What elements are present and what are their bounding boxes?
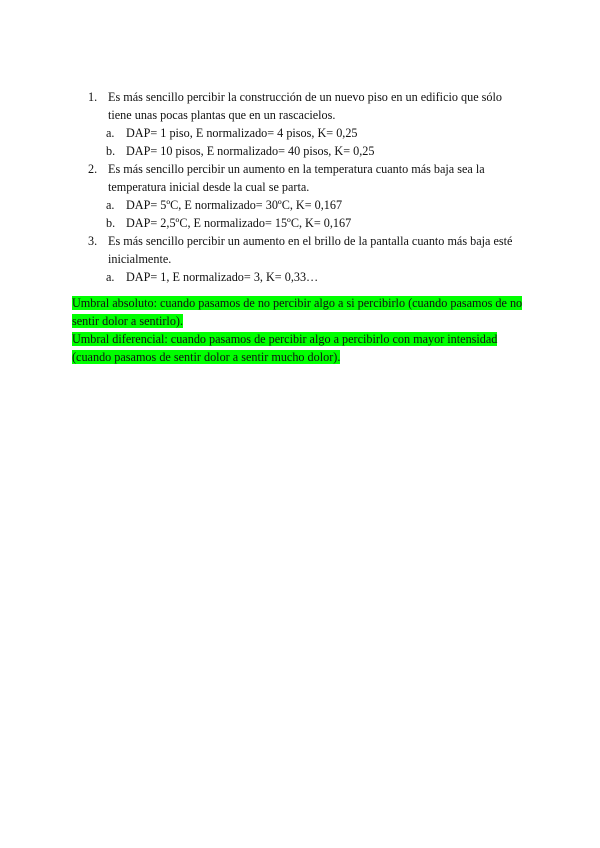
sub-list-item <box>88 214 528 232</box>
sub-list-letter: a. <box>106 198 115 212</box>
list-item <box>88 160 528 196</box>
sub-list-item <box>88 142 528 160</box>
list-item-text: Es más sencillo percibir la construcción de un nuevo piso en un edificio que sólo tiene unas pocas plantas que en un rascacielos. <box>108 90 502 122</box>
list-item <box>88 232 528 268</box>
list-number: 3. <box>88 234 98 248</box>
sub-list-text: DAP= 10 pisos, E normalizado= 40 pisos, K= 0,25 <box>126 144 375 158</box>
sub-list-text: DAP= 2,5ºC, E normalizado= 15ºC, K= 0,167 <box>126 216 352 230</box>
sub-list-letter: a. <box>106 126 115 140</box>
sub-list-letter: b. <box>106 144 116 158</box>
definition-paragraph <box>72 330 532 366</box>
definition-paragraph <box>72 294 532 330</box>
sub-list-text: DAP= 5ºC, E normalizado= 30ºC, K= 0,167 <box>126 198 343 212</box>
list-item-text: Es más sencillo percibir un aumento en la temperatura cuanto más baja sea la temperatura inicial desde la cual se parta. <box>108 162 485 194</box>
sub-list-item <box>88 124 528 142</box>
list-number: 1. <box>88 90 98 104</box>
sub-list-text: DAP= 1 piso, E normalizado= 4 pisos, K= 0,25 <box>126 126 358 140</box>
highlighted-text: Umbral diferencial: cuando pasamos de percibir algo a percibirlo con mayor intensidad (cuando pasamos de sentir dolor a sentir mucho dolor). <box>72 332 498 364</box>
sub-list-letter: a. <box>106 270 115 284</box>
sub-list-item <box>88 268 528 286</box>
list-item-text: Es más sencillo percibir un aumento en el brillo de la pantalla cuanto más baja esté inicialmente. <box>108 234 513 266</box>
sub-list-item <box>88 196 528 214</box>
highlighted-text: Umbral absoluto: cuando pasamos de no percibir algo a si percibirlo (cuando pasamos de no sentir dolor a sentirlo). <box>72 296 523 328</box>
highlighted-definitions <box>72 294 532 366</box>
list-number: 2. <box>88 162 98 176</box>
list-item <box>88 88 528 124</box>
numbered-list <box>88 88 528 286</box>
sub-list-letter: b. <box>106 216 116 230</box>
sub-list-text: DAP= 1, E normalizado= 3, K= 0,33… <box>126 270 319 284</box>
